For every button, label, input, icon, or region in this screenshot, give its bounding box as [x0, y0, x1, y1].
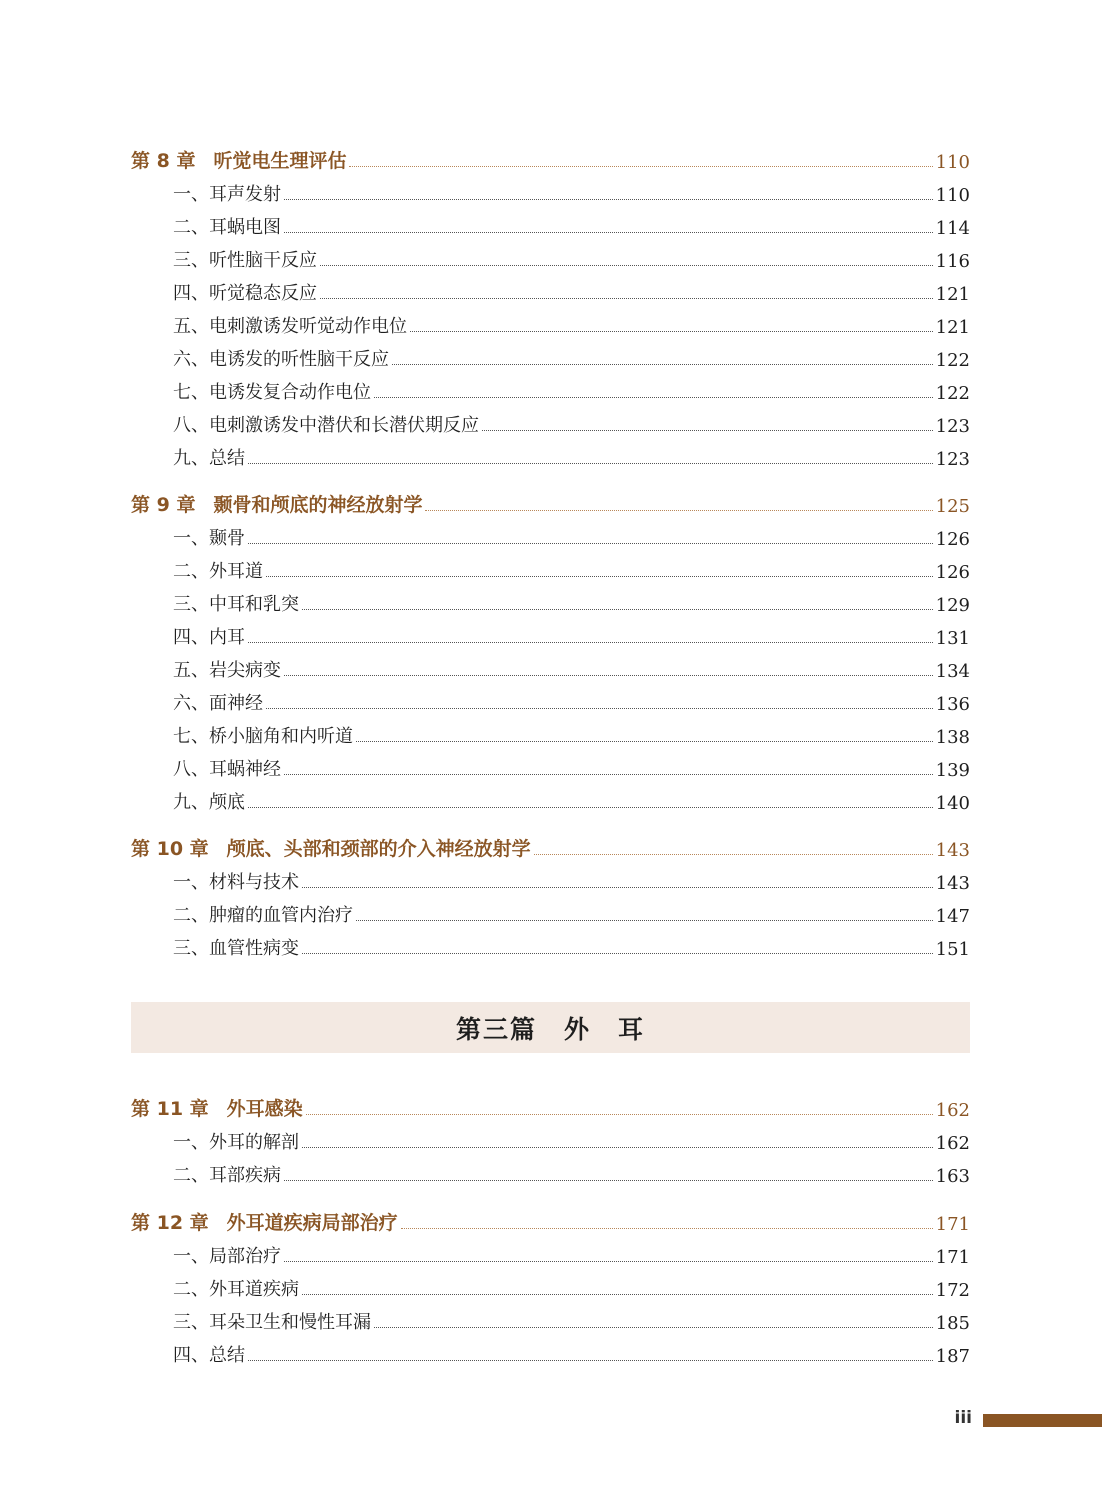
- dot-leader: [392, 364, 933, 365]
- page-ref: 139: [935, 760, 970, 781]
- section-title: 二、耳部疾病: [173, 1165, 281, 1186]
- chapter-heading: [131, 834, 531, 861]
- toc-section-entry[interactable]: [131, 209, 970, 239]
- section-title: 四、听觉稳态反应: [173, 283, 317, 304]
- page-ref: 171: [935, 1214, 970, 1235]
- dot-leader: [374, 1327, 933, 1328]
- dot-leader: [284, 774, 933, 775]
- dot-leader: [482, 430, 933, 431]
- dot-leader: [248, 807, 933, 808]
- chapter-number: 第 11 章: [131, 1098, 209, 1120]
- toc-section-entry[interactable]: [131, 553, 970, 583]
- page-ref: 126: [935, 562, 970, 583]
- dot-leader: [425, 510, 932, 511]
- page-ref: 121: [935, 317, 970, 338]
- section-title: 一、颞骨: [173, 528, 245, 549]
- section-title: 二、耳蜗电图: [173, 217, 281, 238]
- section-title: 二、外耳道疾病: [173, 1279, 299, 1300]
- dot-leader: [284, 675, 933, 676]
- chapter-title: 听觉电生理评估: [213, 150, 347, 172]
- toc-section-entry[interactable]: [131, 685, 970, 715]
- toc-section-entry[interactable]: [131, 864, 970, 894]
- section-title: 七、电诱发复合动作电位: [173, 382, 371, 403]
- page-ref: 138: [935, 727, 970, 748]
- section-title: 三、血管性病变: [173, 938, 299, 959]
- section-title: 七、桥小脑角和内听道: [173, 726, 353, 747]
- page-ref: 136: [935, 694, 970, 715]
- toc-section-entry[interactable]: [131, 619, 970, 649]
- page-ref: 125: [935, 496, 970, 517]
- dot-leader: [266, 708, 933, 709]
- dot-leader: [306, 1114, 933, 1115]
- dot-leader: [248, 463, 933, 464]
- section-title: 九、颅底: [173, 792, 245, 813]
- page-ref: 129: [935, 595, 970, 616]
- toc-section-entry[interactable]: [131, 586, 970, 616]
- chapter-heading: [131, 1208, 398, 1235]
- page-ref: 122: [935, 350, 970, 371]
- toc-chapter-entry[interactable]: [131, 1091, 970, 1121]
- dot-leader: [356, 920, 933, 921]
- toc-chapter-entry[interactable]: [131, 487, 970, 517]
- toc-section-entry[interactable]: [131, 930, 970, 960]
- toc-section-entry[interactable]: [131, 440, 970, 470]
- page-ref: 110: [935, 152, 970, 173]
- toc-section-entry[interactable]: [131, 718, 970, 748]
- dot-leader: [302, 1294, 933, 1295]
- part-banner-title: 第三篇 外 耳: [455, 1014, 645, 1044]
- section-title: 二、肿瘤的血管内治疗: [173, 905, 353, 926]
- toc-section-entry[interactable]: [131, 374, 970, 404]
- page-ref: 147: [935, 906, 970, 927]
- page-ref: 131: [935, 628, 970, 649]
- toc-section-entry[interactable]: [131, 1304, 970, 1334]
- dot-leader: [356, 741, 933, 742]
- page-ref: 123: [935, 416, 970, 437]
- page-ref: 171: [935, 1247, 970, 1268]
- section-title: 四、总结: [173, 1345, 245, 1366]
- page-ref: 123: [935, 449, 970, 470]
- section-title: 六、面神经: [173, 693, 263, 714]
- dot-leader: [302, 887, 933, 888]
- section-title: 五、电刺激诱发听觉动作电位: [173, 316, 407, 337]
- page-ref: 140: [935, 793, 970, 814]
- page-ref: 163: [935, 1166, 970, 1187]
- toc-chapter-entry[interactable]: [131, 143, 970, 173]
- page-ref: 121: [935, 284, 970, 305]
- toc-chapter-entry[interactable]: [131, 831, 970, 861]
- dot-leader: [248, 1360, 933, 1361]
- page-ref: 122: [935, 383, 970, 404]
- section-title: 三、听性脑干反应: [173, 250, 317, 271]
- toc-section-entry[interactable]: [131, 1238, 970, 1268]
- dot-leader: [401, 1228, 933, 1229]
- chapter-number: 第 9 章: [131, 494, 196, 516]
- dot-leader: [410, 331, 933, 332]
- section-title: 九、总结: [173, 448, 245, 469]
- dot-leader: [320, 298, 933, 299]
- toc-section-entry[interactable]: [131, 308, 970, 338]
- chapter-title: 外耳感染: [226, 1098, 303, 1120]
- toc-section-entry[interactable]: [131, 751, 970, 781]
- page-ref: 172: [935, 1280, 970, 1301]
- toc-section-entry[interactable]: [131, 1271, 970, 1301]
- page-ref: 162: [935, 1100, 970, 1121]
- section-title: 六、电诱发的听性脑干反应: [173, 349, 389, 370]
- part-banner: [131, 1002, 970, 1053]
- dot-leader: [302, 953, 933, 954]
- dot-leader: [349, 166, 932, 167]
- page-ref: 126: [935, 529, 970, 550]
- chapter-number: 第 8 章: [131, 150, 196, 172]
- page-ref: 110: [935, 185, 970, 206]
- page-number: iii: [954, 1408, 972, 1428]
- toc-section-entry[interactable]: [131, 176, 970, 206]
- page-ref: 114: [935, 218, 970, 239]
- chapter-title: 外耳道疾病局部治疗: [226, 1212, 398, 1234]
- section-title: 一、外耳的解剖: [173, 1132, 299, 1153]
- page-ref: 187: [935, 1346, 970, 1367]
- toc-section-entry[interactable]: [131, 1124, 970, 1154]
- toc-section-entry[interactable]: [131, 784, 970, 814]
- toc-section-entry[interactable]: [131, 275, 970, 305]
- section-title: 一、材料与技术: [173, 872, 299, 893]
- dot-leader: [284, 232, 933, 233]
- dot-leader: [302, 609, 933, 610]
- page-ref: 151: [935, 939, 970, 960]
- toc-section-entry[interactable]: [131, 407, 970, 437]
- section-title: 四、内耳: [173, 627, 245, 648]
- toc-chapter-entry[interactable]: [131, 1205, 970, 1235]
- toc-section-entry[interactable]: [131, 897, 970, 927]
- page-ref: 143: [935, 840, 970, 861]
- dot-leader: [302, 1147, 933, 1148]
- dot-leader: [374, 397, 933, 398]
- page-ref: 185: [935, 1313, 970, 1334]
- section-title: 二、外耳道: [173, 561, 263, 582]
- page-ref: 134: [935, 661, 970, 682]
- dot-leader: [284, 1261, 933, 1262]
- page-accent-bar: [983, 1414, 1102, 1427]
- page-ref: 143: [935, 873, 970, 894]
- dot-leader: [284, 1180, 933, 1181]
- section-title: 三、中耳和乳突: [173, 594, 299, 615]
- toc-section-entry[interactable]: [131, 242, 970, 272]
- chapter-number: 第 12 章: [131, 1212, 209, 1234]
- page-ref: 162: [935, 1133, 970, 1154]
- dot-leader: [534, 854, 933, 855]
- toc-section-entry[interactable]: [131, 1337, 970, 1367]
- chapter-heading: [131, 490, 422, 517]
- chapter-title: 颞骨和颅底的神经放射学: [213, 494, 423, 516]
- section-title: 八、电刺激诱发中潜伏和长潜伏期反应: [173, 415, 479, 436]
- section-title: 一、局部治疗: [173, 1246, 281, 1267]
- toc-section-entry[interactable]: [131, 520, 970, 550]
- chapter-heading: [131, 146, 346, 173]
- page-ref: 116: [935, 251, 970, 272]
- chapter-number: 第 10 章: [131, 838, 209, 860]
- section-title: 三、耳朵卫生和慢性耳漏: [173, 1312, 371, 1333]
- dot-leader: [248, 543, 933, 544]
- section-title: 一、耳声发射: [173, 184, 281, 205]
- toc-section-entry[interactable]: [131, 341, 970, 371]
- toc-section-entry[interactable]: [131, 1157, 970, 1187]
- dot-leader: [320, 265, 933, 266]
- dot-leader: [284, 199, 933, 200]
- chapter-title: 颅底、头部和颈部的介入神经放射学: [226, 838, 531, 860]
- section-title: 五、岩尖病变: [173, 660, 281, 681]
- section-title: 八、耳蜗神经: [173, 759, 281, 780]
- chapter-heading: [131, 1094, 303, 1121]
- dot-leader: [248, 642, 933, 643]
- toc-section-entry[interactable]: [131, 652, 970, 682]
- dot-leader: [266, 576, 933, 577]
